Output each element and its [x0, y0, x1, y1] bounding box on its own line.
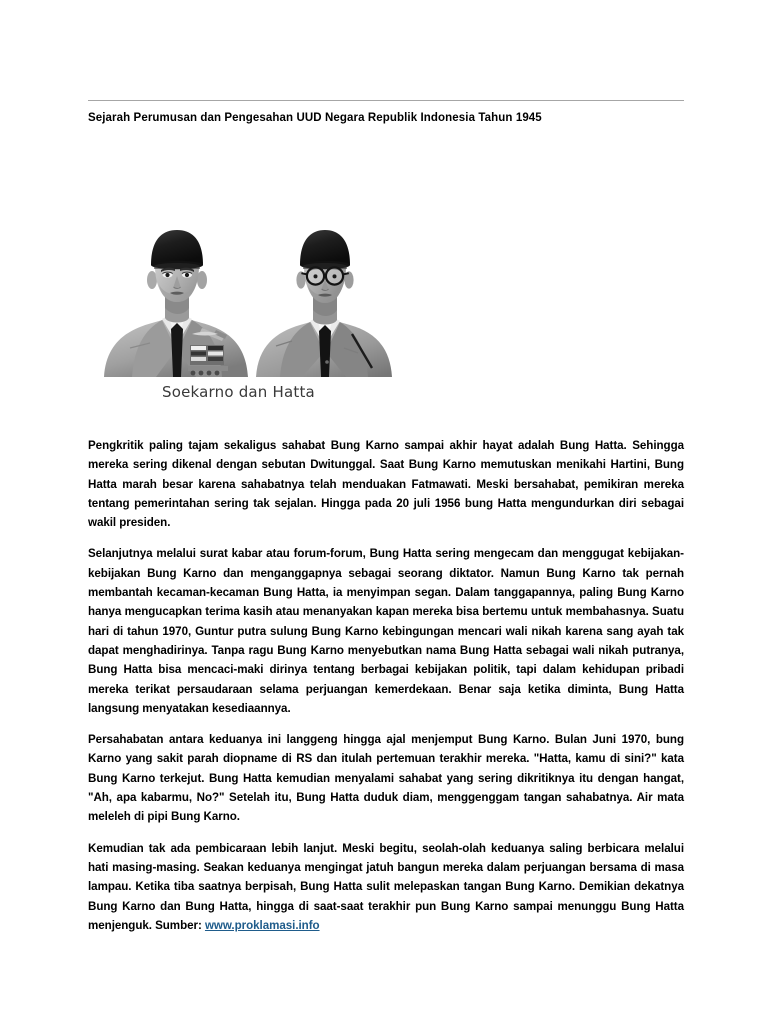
paragraph-4-text: Kemudian tak ada pembicaraan lebih lanjut. Meski begitu, seolah-olah keduanya saling berbicara melalui hati masing-masing. Seakan keduanya mengingat jatuh bangun mereka dalam perjuangan bersama di masa lampau. Ketika tiba saatnya berpisah, Bung Hatta sulit melepaskan tangan Bung Karno. Demikian dekatnya Bung Karno dan Bung Hatta, hingga di saat-saat terakhir pun Bung Karno sampai menunggu Bung Hatta menjenguk. — [88, 841, 684, 932]
figure-caption: Soekarno dan Hatta — [162, 383, 315, 401]
document-header-title: Sejarah Perumusan dan Pengesahan UUD Negara Republik Indonesia Tahun 1945 — [88, 112, 542, 124]
header-divider-rule — [88, 100, 684, 101]
paragraph-3: Persahabatan antara keduanya ini langgeng hingga ajal menjemput Bung Karno. Bulan Juni 1970, bung Karno yang sakit parah diopname di RS dan itulah pertemuan terakhir mereka. "Hatta, kamu di sini?" kata Bung Karno terkejut. Bung Hatta kemudian menyalami sahabat yang sering dikritiknya itu dengan hangat, "Ah, apa kabarmu, No?" Setelah itu, Bung Hatta duduk diam, menggenggam tangan sahabatnya. Air mata meleleh di pipi Bung Karno. — [88, 733, 684, 824]
photo-soekarno-hatta — [96, 222, 396, 377]
article-body — [88, 436, 684, 935]
paragraph-1: Pengkritik paling tajam sekaligus sahabat Bung Karno sampai akhir hayat adalah Bung Hatta. Sehingga mereka sering dikenal dengan sebutan Dwitunggal. Saat Bung Karno memutuskan menikahi Hartini, Bung Hatta marah besar karena sahabatnya telah menduakan Fatmawati. Meski bersahabat, pemikiran mereka tentang pemerintahan sering tak sejalan. Hingga pada 20 juli 1956 bung Hatta mengundurkan diri sebagai wakil presiden. — [88, 439, 684, 530]
paragraph-4 — [88, 839, 684, 935]
figure-soekarno-hatta — [96, 222, 396, 401]
paragraph-2: Selanjutnya melalui surat kabar atau forum-forum, Bung Hatta sering mengecam dan menggugat kebijakan-kebijakan Bung Karno dan menganggapnya sebagai seorang diktator. Namun Bung Karno tak pernah membantah kecaman-kecaman Bung Hatta, ia menyimpan segan. Dalam tanggapannya, paling Bung Karno hanya mengucapkan terima kasih atau menanyakan kapan mereka bisa bertemu untuk membahasnya. Suatu hari di tahun 1970, Guntur putra sulung Bung Karno kebingungan mencari wali nikah karena sang ayah tak dapat menghadirinya. Tanpa ragu Bung Karno menyebutkan nama Bung Hatta sebagai wali nikah putranya, Bung Hatta bisa mencaci-maki dirinya tentang berbagai kebijakan politik, tapi dalam kehidupan pribadi mereka terikat persaudaraan selama perjuangan kemerdekaan. Benar saja ketika diminta, Bung Hatta langsung menyatakan kesediaannya. — [88, 547, 684, 715]
source-label: Sumber: — [155, 918, 202, 932]
source-link[interactable]: www.proklamasi.info — [204, 918, 320, 932]
